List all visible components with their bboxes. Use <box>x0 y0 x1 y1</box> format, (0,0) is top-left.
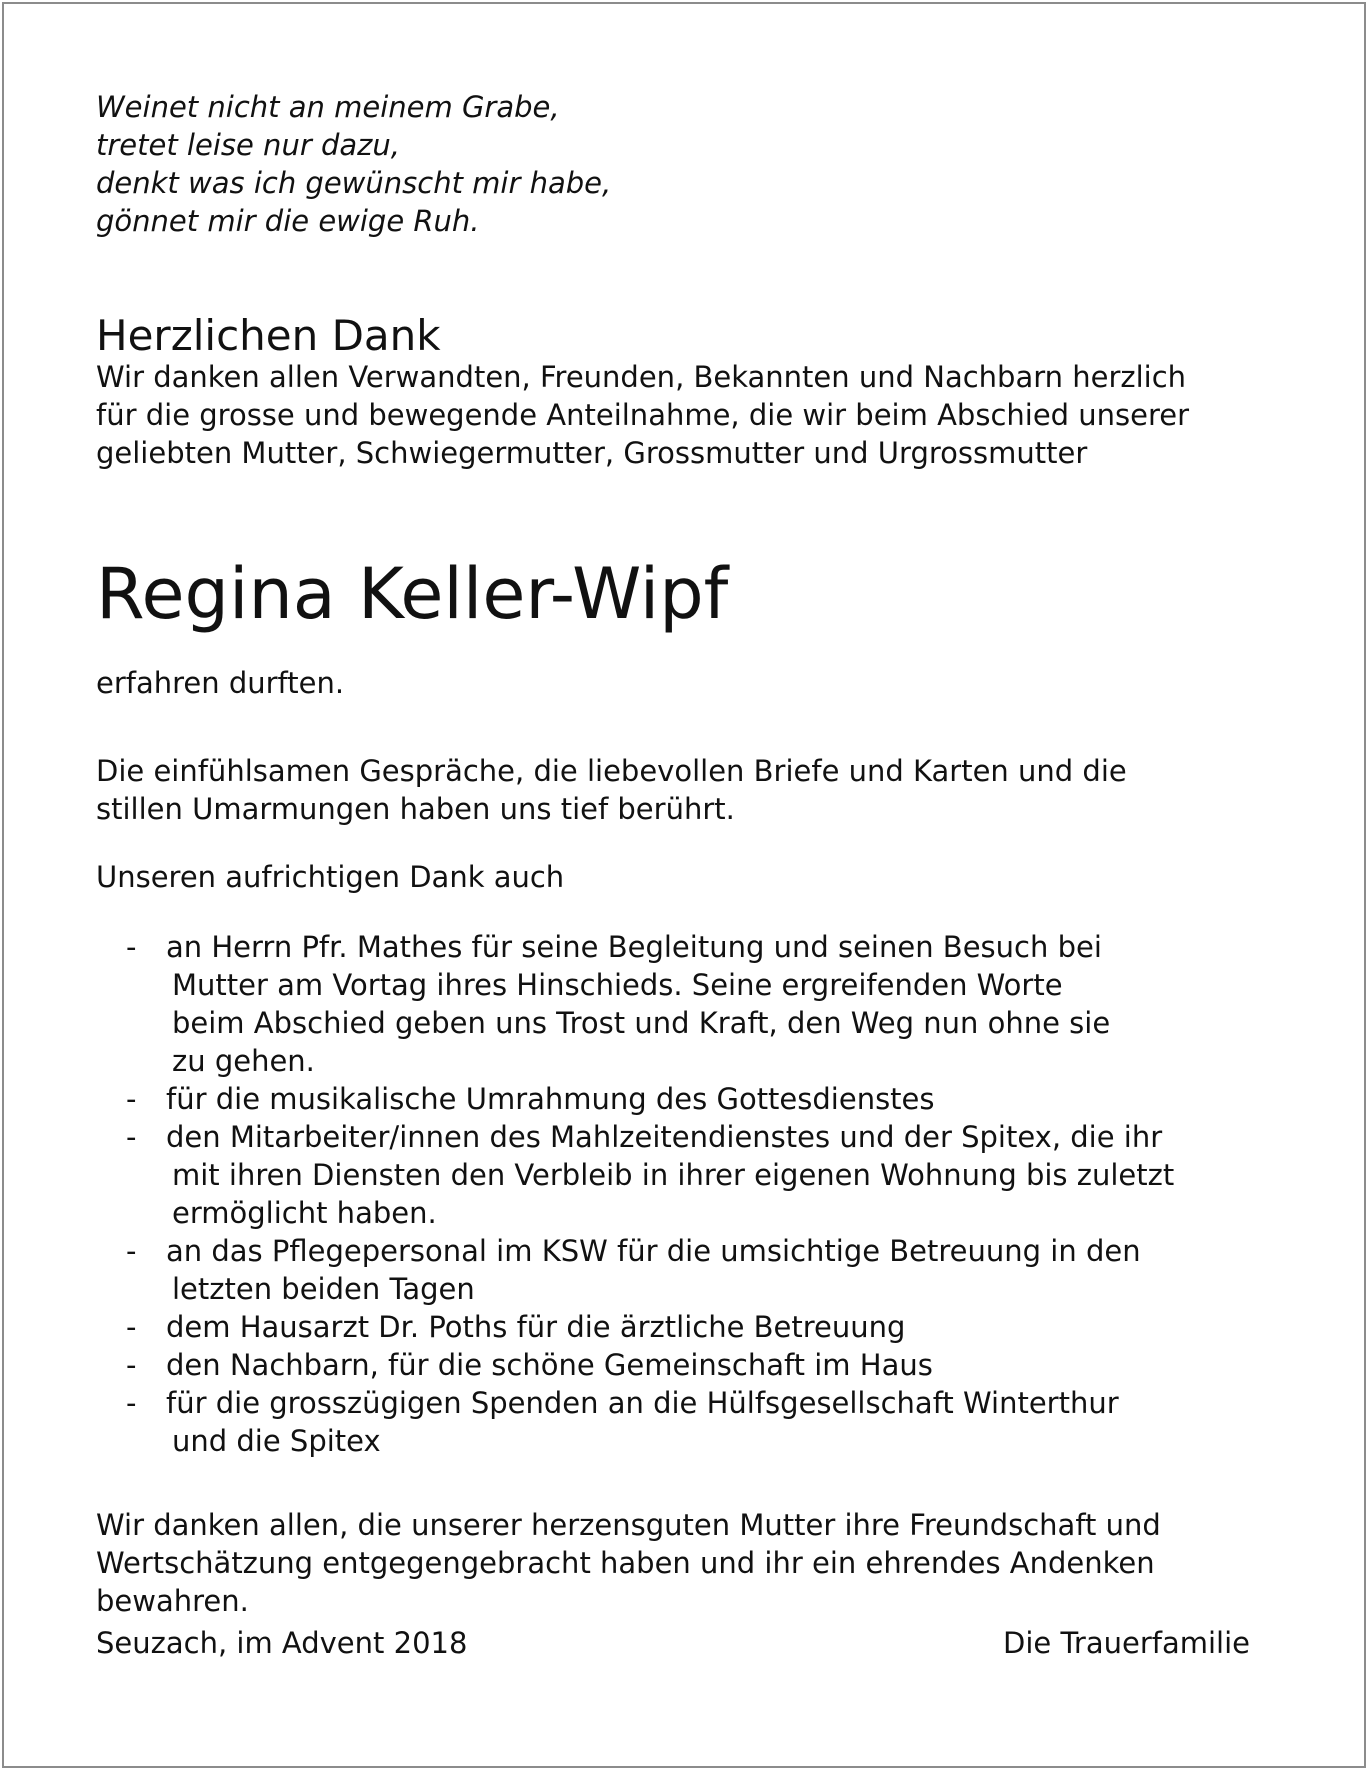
place-date: Seuzach, im Advent 2018 <box>96 1626 468 1660</box>
paragraph-line: Die einfühlsamen Gespräche, die liebevollen Briefe und Karten und die <box>96 754 1127 788</box>
list-item-line: den Nachbarn, für die schöne Gemeinschaft im Haus <box>166 1348 933 1382</box>
intro-line: für die grosse und bewegende Anteilnahme, die wir beim Abschied unserer <box>96 398 1190 432</box>
list-dash: - <box>126 1310 137 1344</box>
list-item-line: und die Spitex <box>172 1424 381 1458</box>
list-dash: - <box>126 1386 137 1420</box>
list-item <box>96 928 1296 1080</box>
list-item <box>96 1080 1296 1118</box>
list-item-line: mit ihren Diensten den Verbleib in ihrer eigenen Wohnung bis zuletzt <box>172 1158 1175 1192</box>
second-paragraph <box>96 752 1296 828</box>
thanks-intro-line: Unseren aufrichtigen Dank auch <box>96 860 565 894</box>
intro-line: geliebten Mutter, Schwiegermutter, Grossmutter und Urgrossmutter <box>96 436 1088 470</box>
list-item-line: beim Abschied geben uns Trost und Kraft, den Weg nun ohne sie <box>172 1006 1111 1040</box>
list-item-line: den Mitarbeiter/innen des Mahlzeitendienstes und der Spitex, die ihr <box>166 1120 1163 1154</box>
intro-line: Wir danken allen Verwandten, Freunden, Bekannten und Nachbarn herzlich <box>96 360 1187 394</box>
closing-line: Wir danken allen, die unserer herzensguten Mutter ihre Freundschaft und <box>96 1508 1161 1542</box>
list-item-line: ermöglicht haben. <box>172 1196 437 1230</box>
paragraph-line: stillen Umarmungen haben uns tief berührt. <box>96 792 735 826</box>
footer <box>96 1624 1250 1662</box>
closing-paragraph <box>96 1506 1296 1620</box>
closing-line: Wertschätzung entgegengebracht haben und ihr ein ehrendes Andenken <box>96 1546 1155 1580</box>
after-name-line: erfahren durften. <box>96 666 345 700</box>
list-item-line: an Herrn Pfr. Mathes für seine Begleitung und seinen Besuch bei <box>166 930 1102 964</box>
after-name-text <box>96 664 1296 702</box>
obituary-notice <box>96 88 1276 1660</box>
list-item-line: zu gehen. <box>172 1044 315 1078</box>
list-dash: - <box>126 1120 137 1154</box>
closing-line: bewahren. <box>96 1584 249 1618</box>
poem-line: tretet leise nur dazu, <box>96 128 400 162</box>
poem-line: Weinet nicht an meinem Grabe, <box>96 90 560 124</box>
list-item-line: dem Hausarzt Dr. Poths für die ärztliche Betreuung <box>166 1310 906 1344</box>
thanks-intro <box>96 858 1296 896</box>
list-dash: - <box>126 1082 137 1116</box>
list-item <box>96 1232 1296 1308</box>
poem-line: gönnet mir die ewige Ruh. <box>96 204 480 238</box>
poem <box>96 88 1276 240</box>
list-item <box>96 1118 1296 1232</box>
list-item-line: letzten beiden Tagen <box>172 1272 475 1306</box>
intro-paragraph <box>96 358 1296 472</box>
list-item <box>96 1346 1296 1384</box>
signature: Die Trauerfamilie <box>1003 1626 1250 1660</box>
list-dash: - <box>126 1234 137 1268</box>
page-title: Herzlichen Dank <box>96 311 441 360</box>
list-item-line: für die musikalische Umrahmung des Gottesdienstes <box>166 1082 935 1116</box>
list-item-line: Mutter am Vortag ihres Hinschieds. Seine ergreifenden Worte <box>172 968 1063 1002</box>
list-item-line: für die grosszügigen Spenden an die Hülfsgesellschaft Winterthur <box>166 1386 1119 1420</box>
deceased-name: Regina Keller-Wipf <box>96 553 729 635</box>
list-item <box>96 1384 1296 1460</box>
list-item <box>96 1308 1296 1346</box>
list-dash: - <box>126 1348 137 1382</box>
list-dash: - <box>126 930 137 964</box>
list-item-line: an das Pflegepersonal im KSW für die umsichtige Betreuung in den <box>166 1234 1141 1268</box>
thanks-list <box>96 928 1296 1460</box>
poem-line: denkt was ich gewünscht mir habe, <box>96 166 612 200</box>
